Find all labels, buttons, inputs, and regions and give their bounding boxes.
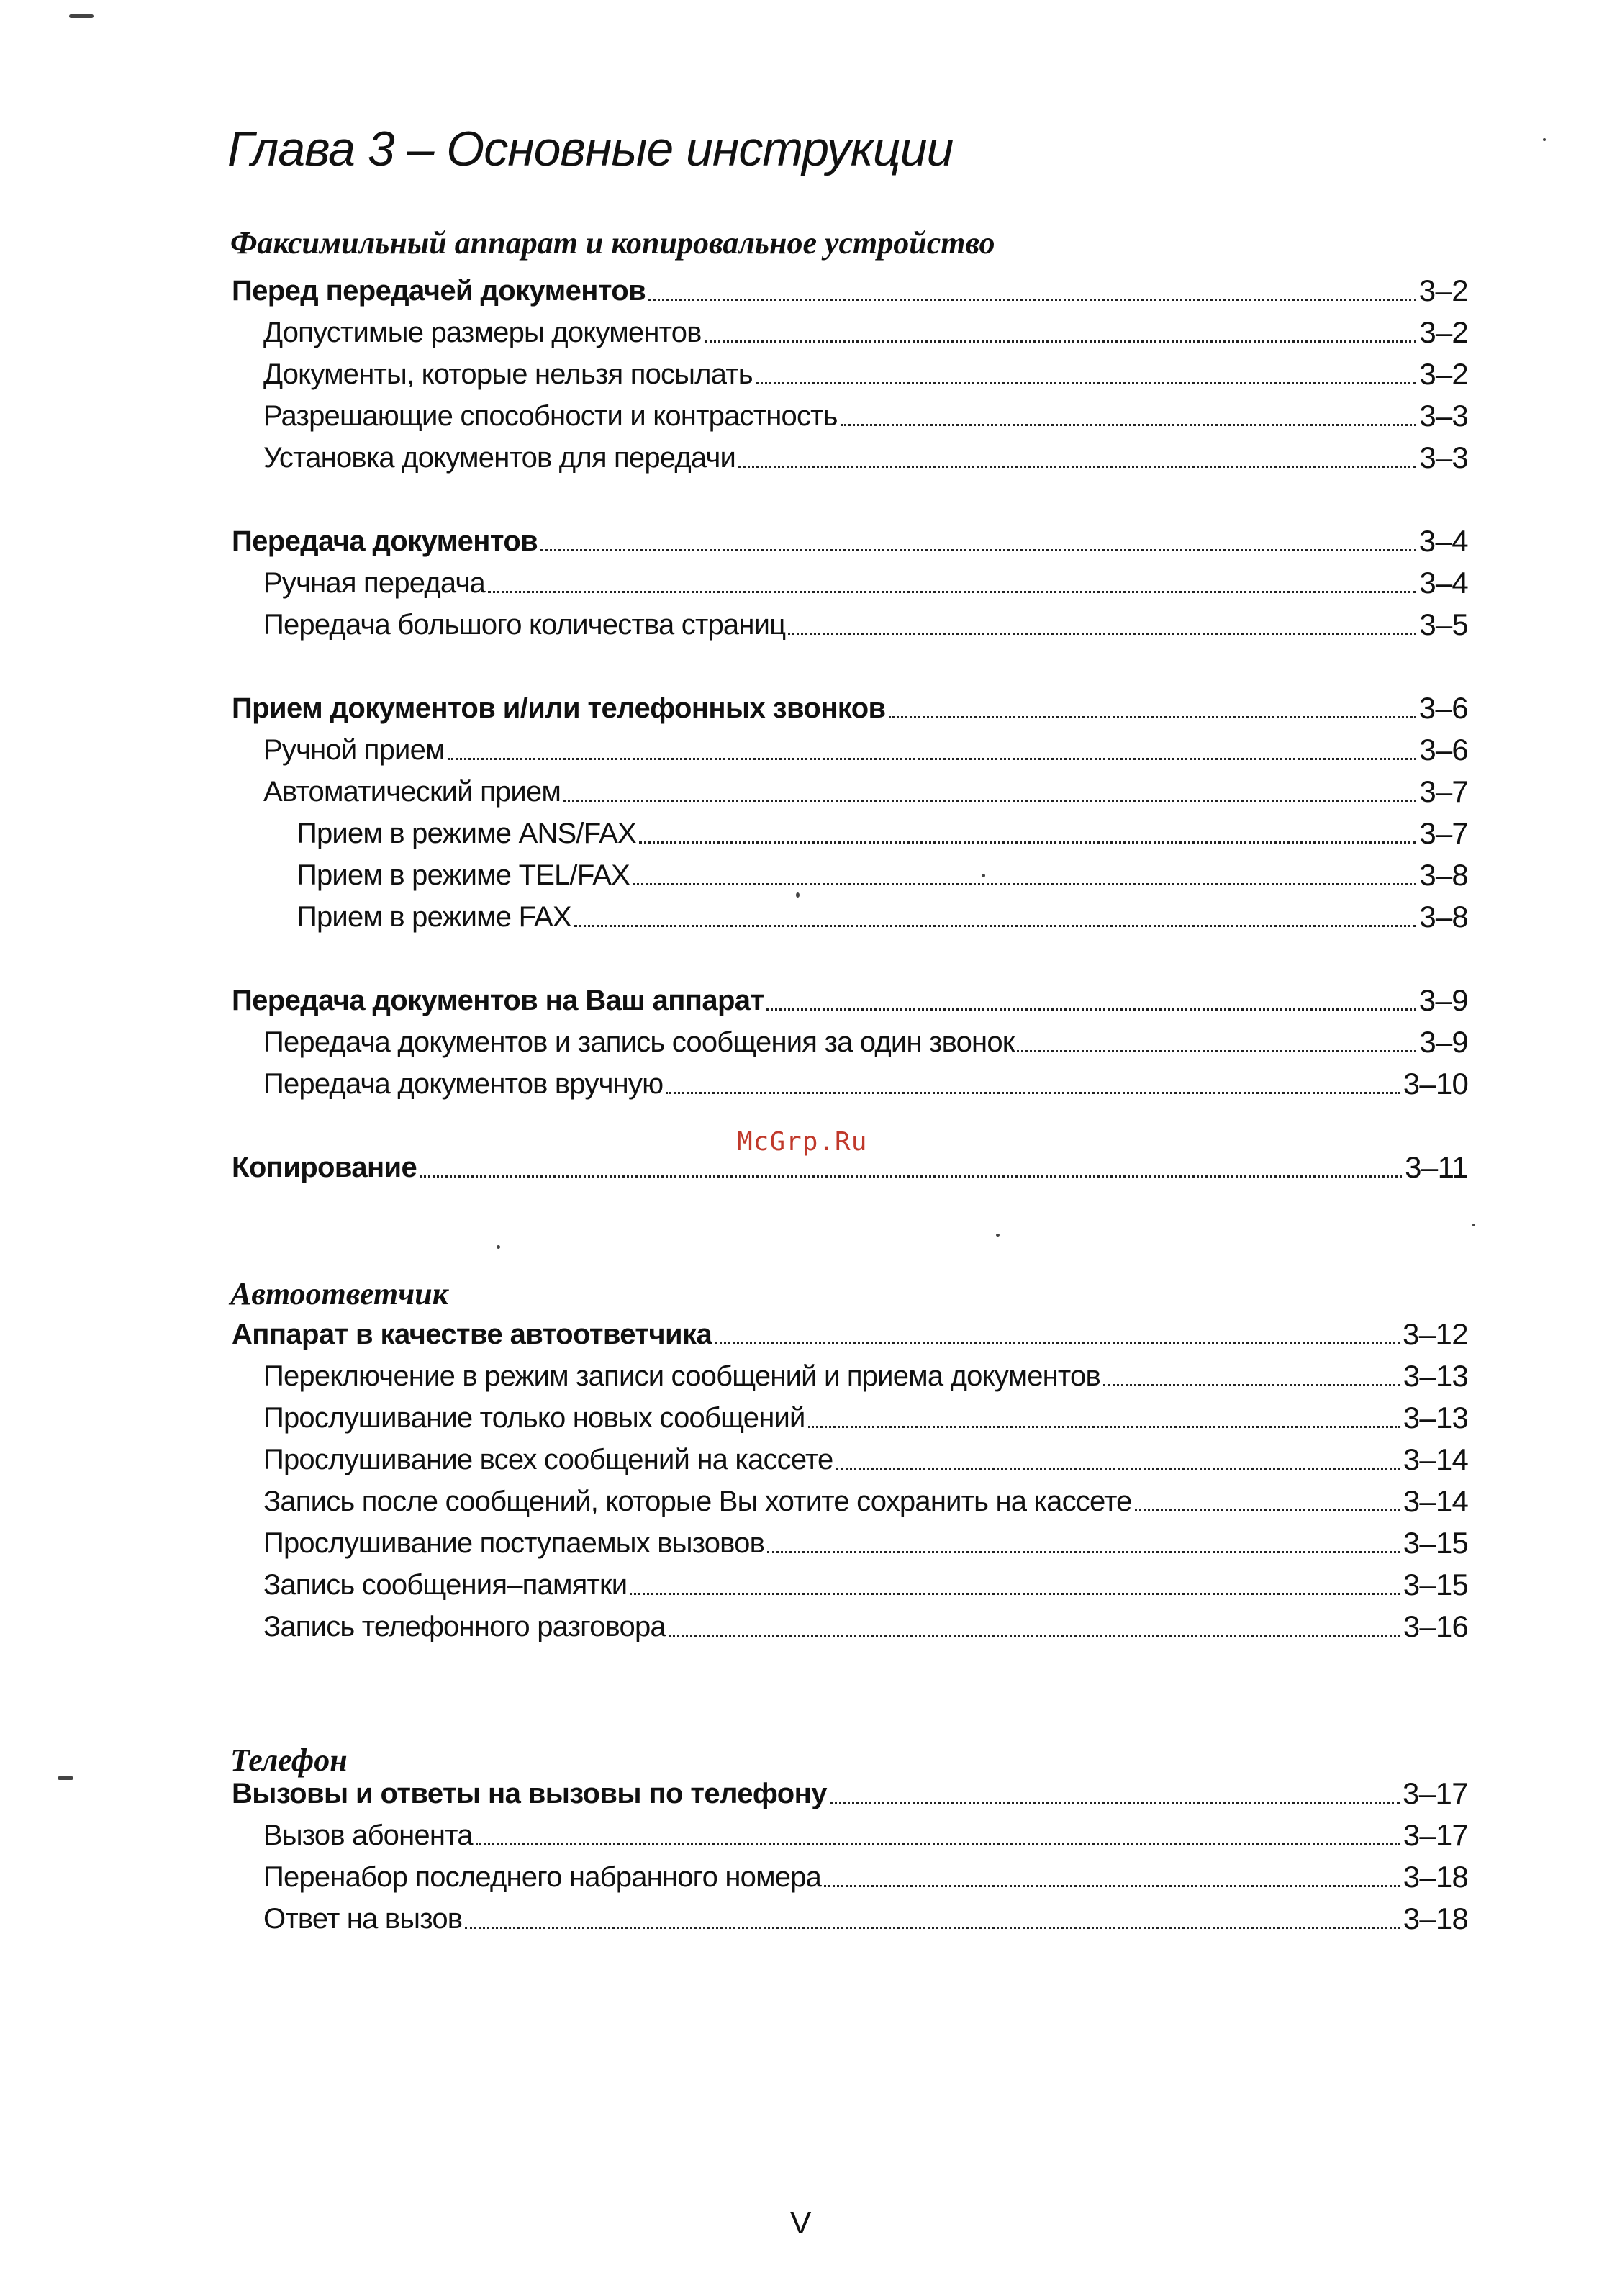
toc-entry[interactable] bbox=[232, 1771, 1468, 1811]
dot-leader bbox=[488, 591, 1416, 593]
toc-entry-title: Аппарат в качестве автоответчика bbox=[232, 1319, 712, 1350]
toc-page-ref: 3–10 bbox=[1403, 1067, 1468, 1100]
scan-speck bbox=[796, 892, 800, 898]
toc-entry-title: Допустимые размеры документов bbox=[263, 317, 702, 348]
toc-entry[interactable] bbox=[263, 1061, 1468, 1101]
toc-page-ref: 3–7 bbox=[1419, 816, 1468, 850]
toc-entry-title: Прием в режиме TEL/FAX bbox=[296, 859, 630, 891]
dot-leader bbox=[540, 549, 1416, 551]
dot-leader bbox=[808, 1426, 1400, 1428]
toc-entry[interactable] bbox=[263, 1520, 1468, 1560]
toc-page-ref: 3–8 bbox=[1419, 900, 1468, 934]
scan-speck bbox=[982, 874, 985, 877]
toc-entry[interactable] bbox=[263, 560, 1468, 600]
toc-page-ref: 3–17 bbox=[1403, 1818, 1468, 1852]
toc-entry[interactable] bbox=[263, 1353, 1468, 1393]
dot-leader bbox=[669, 1635, 1400, 1637]
toc-entry[interactable] bbox=[263, 1604, 1468, 1644]
dot-leader bbox=[666, 1092, 1400, 1094]
dot-leader bbox=[889, 716, 1416, 718]
toc-page-ref: 3–5 bbox=[1419, 607, 1468, 641]
dot-leader bbox=[705, 340, 1417, 343]
dot-leader bbox=[824, 1885, 1400, 1887]
toc-entry[interactable] bbox=[263, 602, 1468, 642]
toc-page-ref: 3–16 bbox=[1403, 1609, 1468, 1643]
toc-page-ref: 3–14 bbox=[1403, 1484, 1468, 1518]
toc-entry[interactable] bbox=[296, 894, 1468, 934]
dot-leader bbox=[630, 1593, 1400, 1595]
dot-leader bbox=[476, 1843, 1400, 1845]
toc-entry-title: Запись сообщения–памятки bbox=[263, 1569, 628, 1601]
toc-entry[interactable] bbox=[232, 1311, 1468, 1352]
toc-entry-title: Прослушивание всех сообщений на кассете bbox=[263, 1444, 833, 1475]
toc-entry-title: Прием в режиме FAX bbox=[296, 901, 571, 933]
page-number: V bbox=[790, 2205, 812, 2241]
dot-leader bbox=[788, 633, 1416, 635]
toc-entry-title: Передача документов на Ваш аппарат bbox=[232, 985, 764, 1016]
dot-leader bbox=[836, 1468, 1400, 1470]
toc-entry[interactable] bbox=[296, 810, 1468, 851]
scan-speck bbox=[1472, 1224, 1475, 1226]
toc-page-ref: 3–3 bbox=[1419, 399, 1468, 433]
scan-speck bbox=[58, 1776, 73, 1780]
dot-leader bbox=[756, 382, 1416, 384]
scan-speck bbox=[69, 14, 94, 18]
toc-entry[interactable] bbox=[232, 977, 1468, 1018]
toc-page-ref: 3–8 bbox=[1419, 858, 1468, 892]
toc-page-ref: 3–4 bbox=[1418, 524, 1468, 558]
toc-page-ref: 3–9 bbox=[1419, 1025, 1468, 1059]
toc-entry[interactable] bbox=[263, 435, 1468, 475]
toc-page-ref: 3–15 bbox=[1403, 1568, 1468, 1601]
dot-leader bbox=[830, 1802, 1400, 1804]
toc-entry-title: Ручной прием bbox=[263, 734, 445, 766]
toc-entry[interactable] bbox=[232, 685, 1468, 726]
toc-entry[interactable] bbox=[263, 769, 1468, 809]
toc-entry-title: Передача большого количества страниц bbox=[263, 609, 786, 641]
toc-entry[interactable] bbox=[232, 1144, 1468, 1185]
toc-entry-title: Запись после сообщений, которые Вы хотите сохранить на кассете bbox=[263, 1486, 1132, 1517]
dot-leader bbox=[639, 841, 1416, 844]
toc-page-ref: 3–9 bbox=[1418, 983, 1468, 1017]
toc-entry[interactable] bbox=[263, 1896, 1468, 1936]
toc-entry[interactable] bbox=[263, 1854, 1468, 1894]
toc-entry[interactable] bbox=[232, 268, 1468, 308]
toc-entry-title: Прием в режиме ANS/FAX bbox=[296, 818, 636, 849]
dot-leader bbox=[465, 1927, 1400, 1929]
toc-entry-title: Вызовы и ответы на вызовы по телефону bbox=[232, 1778, 827, 1809]
dot-leader bbox=[738, 466, 1416, 468]
toc-entry[interactable] bbox=[263, 1395, 1468, 1435]
toc-entry-title: Установка документов для передачи bbox=[263, 442, 736, 474]
toc-page-ref: 3–18 bbox=[1403, 1860, 1468, 1894]
toc-entry[interactable] bbox=[263, 351, 1468, 392]
toc-entry-title: Разрешающие способности и контрастность bbox=[263, 400, 838, 432]
toc-entry-title: Передача документов и запись сообщения за один звонок bbox=[263, 1026, 1015, 1058]
toc-entry[interactable] bbox=[296, 852, 1468, 892]
scan-speck bbox=[497, 1245, 500, 1249]
toc-entry-title: Документы, которые нельзя посылать bbox=[263, 358, 753, 390]
toc-page-ref: 3–3 bbox=[1419, 440, 1468, 474]
section-heading-answering-machine: Автоответчик bbox=[230, 1276, 449, 1311]
toc-page-ref: 3–17 bbox=[1402, 1776, 1468, 1810]
toc-entry[interactable] bbox=[263, 1019, 1468, 1059]
toc-entry-title: Запись телефонного разговора bbox=[263, 1611, 666, 1642]
toc-entry[interactable] bbox=[263, 1812, 1468, 1853]
toc-entry-title: Ручная передача bbox=[263, 567, 485, 599]
dot-leader bbox=[715, 1342, 1400, 1344]
dot-leader bbox=[448, 758, 1417, 760]
toc-entry[interactable] bbox=[263, 1437, 1468, 1477]
toc-page-ref: 3–13 bbox=[1403, 1359, 1468, 1393]
toc-page-ref: 3–15 bbox=[1403, 1526, 1468, 1560]
toc-entry[interactable] bbox=[263, 393, 1468, 433]
dot-leader bbox=[563, 800, 1416, 802]
watermark: McGrp.Ru bbox=[737, 1127, 868, 1157]
toc-page-ref: 3–13 bbox=[1403, 1401, 1468, 1434]
toc-entry-title: Передача документов bbox=[232, 525, 538, 557]
toc-page-ref: 3–11 bbox=[1405, 1150, 1468, 1184]
dot-leader bbox=[633, 883, 1416, 885]
dot-leader bbox=[1017, 1050, 1416, 1052]
toc-entry-title: Перенабор последнего набранного номера bbox=[263, 1861, 822, 1893]
toc-entry-title: Копирование bbox=[232, 1152, 417, 1183]
toc-entry-title: Прослушивание поступаемых вызовов bbox=[263, 1527, 765, 1559]
dot-leader bbox=[841, 424, 1417, 426]
section-heading-telephone: Телефон bbox=[230, 1743, 348, 1778]
toc-entry-title: Автоматический прием bbox=[263, 776, 561, 808]
scan-speck bbox=[996, 1234, 1000, 1237]
toc-entry[interactable] bbox=[263, 727, 1468, 767]
dot-leader bbox=[767, 1551, 1400, 1553]
toc-page-ref: 3–12 bbox=[1402, 1317, 1468, 1351]
dot-leader bbox=[648, 299, 1416, 301]
toc-page-ref: 3–2 bbox=[1419, 357, 1468, 391]
toc-entry-title: Ответ на вызов bbox=[263, 1903, 463, 1935]
section-heading-fax-copier: Факсимильный аппарат и копировальное устройство bbox=[230, 225, 995, 261]
chapter-title: Глава 3 – Основные инструкции bbox=[227, 122, 954, 176]
toc-page-ref: 3–6 bbox=[1419, 733, 1468, 767]
toc-entry[interactable] bbox=[263, 1478, 1468, 1519]
toc-page-ref: 3–2 bbox=[1418, 274, 1468, 307]
toc-entry-title: Переключение в режим записи сообщений и приема документов bbox=[263, 1360, 1100, 1392]
toc-page-ref: 3–2 bbox=[1419, 315, 1468, 349]
dot-leader bbox=[1103, 1384, 1400, 1386]
toc-page-ref: 3–4 bbox=[1419, 566, 1468, 600]
toc-entry[interactable] bbox=[263, 309, 1468, 350]
toc-entry-title: Прослушивание только новых сообщений bbox=[263, 1402, 805, 1434]
toc-entry-title: Передача документов вручную bbox=[263, 1068, 664, 1100]
toc-entry[interactable] bbox=[232, 518, 1468, 559]
toc-page-ref: 3–18 bbox=[1403, 1902, 1468, 1935]
scan-speck bbox=[1543, 138, 1546, 141]
toc-page-ref: 3–6 bbox=[1418, 691, 1468, 725]
toc-page-ref: 3–7 bbox=[1419, 774, 1468, 808]
toc-entry-title: Вызов абонента bbox=[263, 1820, 473, 1851]
dot-leader bbox=[766, 1008, 1416, 1011]
toc-page-ref: 3–14 bbox=[1403, 1442, 1468, 1476]
dot-leader bbox=[1135, 1509, 1400, 1511]
toc-entry[interactable] bbox=[263, 1562, 1468, 1602]
dot-leader bbox=[574, 925, 1417, 927]
toc-entry-title: Перед передачей документов bbox=[232, 275, 646, 307]
toc-entry-title: Прием документов и/или телефонных звонков bbox=[232, 692, 886, 724]
dot-leader bbox=[420, 1175, 1402, 1178]
